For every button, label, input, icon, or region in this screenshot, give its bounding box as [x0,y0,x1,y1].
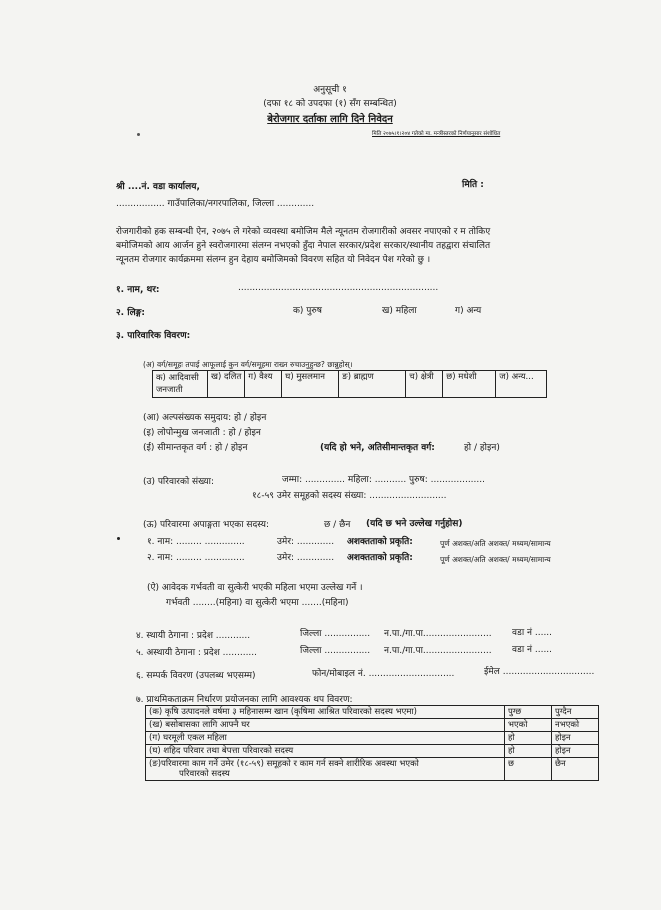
category-cell[interactable]: ख) दलित [208,371,245,398]
category-table [152,370,547,398]
intro-line-3: न्यूनतम रोजगार कार्यक्रममा संलग्न हुन देहाय बमोजिमको विवरण सहित यो निवेदन पेश गरेको छु । [116,255,431,265]
priority-question: (ग) घरमूली एकल महिला [146,732,505,745]
priority-question: (ख) बसोबासका लागि आफ्नै घर [146,719,505,732]
table-row [146,719,599,732]
temporary-municipality[interactable]: न.पा./गा.पा........................ [384,646,492,656]
category-cell[interactable]: क) आदिवासी जनजाती [153,371,208,398]
priority-yes[interactable]: छ [505,758,552,781]
family-details-label: ३. पारिवारिक विवरण: [116,331,191,341]
disabled-members-note: (यदि छ भने उल्लेख गर्नुहोस) [366,519,463,529]
member-2-disability-type[interactable]: पूर्ण अशक्त/अति अशक्त/ मध्यम/सामान्य [440,555,551,564]
priority-question-line-1: (ङ)परिवारमा काम गर्ने उमेर (१८-५९) समूहको र काम गर्न सक्ने शारीरिक अवस्था भएको [149,759,419,769]
recipient-line: श्री ....नं. वडा कार्यालय, [116,182,200,192]
category-cell[interactable]: घ) मुसलमान [282,371,339,398]
disabled-members-label: (ऊ) परिवारमा अपाङ्गता भएका सदस्य: [143,520,270,530]
priority-yes[interactable]: हो [505,745,552,758]
ultra-marginalized-choice[interactable]: हो / होइन) [464,443,500,453]
priority-no[interactable]: होइन [552,745,599,758]
table-row [146,706,599,719]
priority-yes[interactable]: पुग्छ [505,706,552,719]
minority-line[interactable]: (आ) अल्पसंख्यक समुदाय: हो / होइन [143,413,267,423]
pregnancy-months[interactable]: गर्भवती ........(महिना) वा सुत्केरी भएमा .......(महिना) [166,598,349,608]
gender-option-female[interactable]: ख) महिला [382,306,417,316]
permanent-municipality[interactable]: न.पा./गा.पा........................ [384,629,492,639]
priority-no[interactable]: होइन [552,732,599,745]
name-blank[interactable]: ...................................................................... [238,283,439,293]
working-age-count[interactable]: १८-५९ उमेर समूहको सदस्य संख्या: ........................... [252,491,447,501]
member-2-name[interactable]: २. नाम: ......... .............. [147,553,245,563]
family-count-values[interactable]: जम्मा: .............. महिला: ........... पुरुष: ................... [282,475,485,485]
priority-question: (क) कृषि उत्पादनले वर्षमा ३ महिनासम्म खान (कृषिमा आश्रित परिवारको सदस्य भएमा) [146,706,505,719]
priority-no[interactable]: पुग्दैन [552,706,599,719]
category-cell[interactable]: च) क्षेत्री [406,371,443,398]
temporary-district[interactable]: जिल्ला ................ [300,646,371,656]
priority-no[interactable]: नभएको [552,719,599,732]
permanent-address-label[interactable]: ४. स्थायी ठेगाना : प्रदेश ............ [136,631,251,641]
priority-table [145,705,599,781]
category-cell[interactable]: ग) वैश्य [245,371,282,398]
gender-label: २. लिङ्ग: [116,308,145,318]
phone-field[interactable]: फोन/मोबाइल नं. .............................. [312,669,455,679]
member-2-disability-label: अशक्तताको प्रकृति: [347,553,413,563]
table-row [146,758,599,781]
temporary-ward[interactable]: वडा नं ...... [512,645,553,655]
schedule-heading: अनुसूची १ [313,85,347,95]
municipality-line: ................. गाउँपालिका/नगरपालिका, जिल्ला ............. [116,199,315,209]
intro-line-2: बमोजिमको आय आर्जन हुने स्वरोजगारमा संलग्न नभएको हुँदा नेपाल सरकार/प्रदेश सरकार/स्थानीय तहद्वारा संचालित [116,241,491,251]
family-count-label: (उ) परिवारको संख्या: [143,477,214,487]
amendment-note: मिति २०७५।१।२०४ गतेको मा. मन्त्रीस्तरको निर्णयानुसार संशोधित [372,131,501,137]
priority-question-line-2: परिवारको सदस्य [179,769,230,779]
member-1-disability-label: अशक्तताको प्रकृति: [347,537,413,547]
ultra-marginalized-label: (यदि हो भने, अतिसीमान्तकृत वर्ग: [320,443,435,453]
pregnancy-line: (ऐ) आवेदक गर्भवती वा सुत्केरी भएकी महिला भएमा उल्लेख गर्ने । [147,583,363,593]
priority-question: (घ) शहिद परिवार तथा बेपत्ता परिवारको सदस्य [146,745,505,758]
category-question: (अ) वर्ग/समूहः तपाई आफूलाई कुन वर्ग/समूहमा राख्न रुचाउनुहुन्छ? छान्नुहोस्। [143,360,353,369]
priority-yes[interactable]: हो [505,732,552,745]
permanent-ward[interactable]: वडा नं ...... [512,628,553,638]
intro-line-1: रोजगारीको हक सम्बन्धी ऐन, २०७५ ले गरेको व्यवस्था बमोजिम मैले न्यूनतम रोजगारीको अवसर नपाएको र म तोकिए [116,227,491,237]
category-cell[interactable]: ज) अन्य... [496,371,547,398]
gender-option-other[interactable]: ग) अन्य [455,306,482,316]
member-1-disability-type[interactable]: पूर्ण अशक्त/अति अशक्त/ मध्यम/सामान्य [440,539,551,548]
table-row [146,745,599,758]
priority-yes[interactable]: भएको [505,719,552,732]
priority-question [146,758,505,781]
scan-speck [117,537,120,540]
member-1-age[interactable]: उमेर: ............. [277,537,335,547]
permanent-district[interactable]: जिल्ला ................ [300,629,371,639]
priority-no[interactable]: छैन [552,758,599,781]
email-field[interactable]: ईमेल ................................ [484,667,595,677]
name-label: १. नाम, थर: [116,285,160,295]
category-cell[interactable]: ङ) ब्राह्मण [339,371,406,398]
member-1-name[interactable]: १. नाम: ......... .............. [147,537,245,547]
disabled-members-choice[interactable]: छ / छैन [324,520,351,530]
section-reference: (दफा १८ को उपदफा (१) सँग सम्बन्धित) [263,99,397,109]
marginalized-line[interactable]: (ई) सीमान्तकृत वर्ग : हो / होइन [143,443,248,453]
date-label: मिति : [462,180,484,190]
temporary-address-label[interactable]: ५. अस्थायी ठेगाना : प्रदेश ............ [136,648,258,658]
gender-option-male[interactable]: क) पुरुष [293,306,322,316]
endangered-line[interactable]: (इ) लोपोन्मुख जनजाती : हो / होइन [143,428,261,438]
form-title: बेरोजगार दर्ताका लागि दिने निवेदन [267,114,393,125]
table-row [146,732,599,745]
member-2-age[interactable]: उमेर: ............. [277,553,335,563]
scan-speck [137,133,140,136]
priority-details-label: ७. प्राथमिकताक्रम निर्धारण प्रयोजनका लागि आवश्यक थप विवरण: [136,695,353,705]
category-cell[interactable]: छ) मधेशी [443,371,496,398]
contact-label: ६. सम्पर्क विवरण (उपलब्ध भएसम्म) [136,671,256,681]
